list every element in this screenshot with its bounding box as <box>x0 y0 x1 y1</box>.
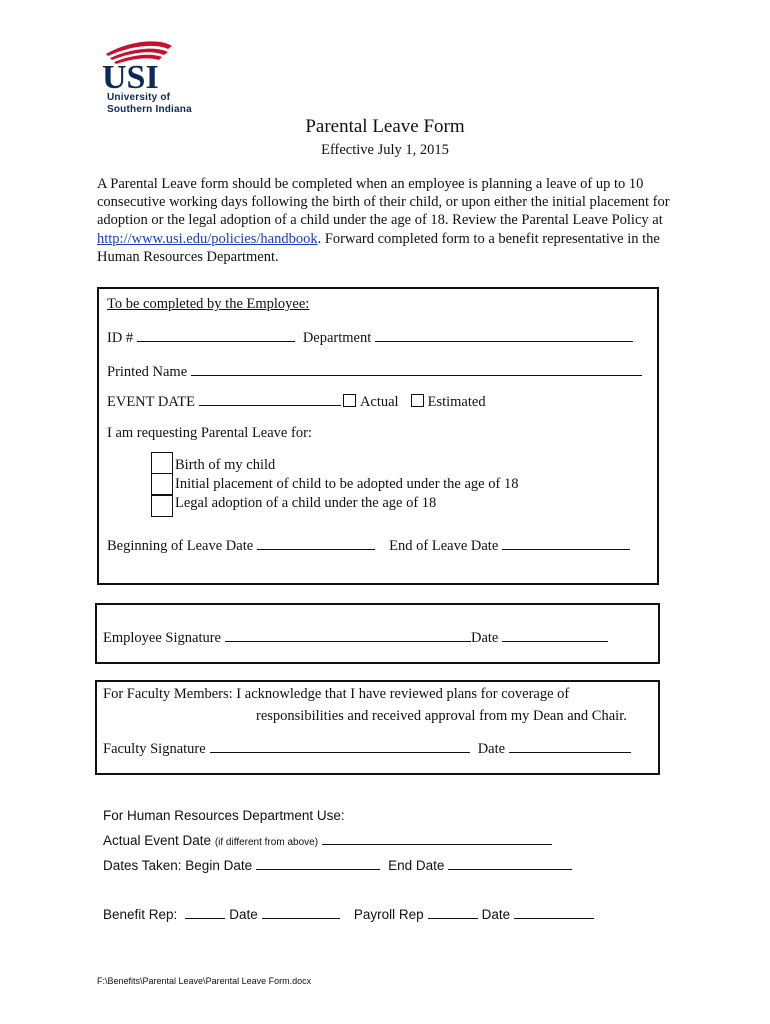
dates-taken-row: Dates Taken: Begin Date End Date <box>103 857 576 873</box>
printed-name-field[interactable] <box>191 363 642 376</box>
svg-text:USI: USI <box>102 59 159 96</box>
page-title: Parental Leave Form <box>305 116 465 137</box>
id-field[interactable] <box>137 329 295 342</box>
payroll-rep-date-field[interactable] <box>514 906 594 919</box>
policy-link[interactable]: http://www.usi.edu/policies/handbook <box>97 230 318 247</box>
end-date-field[interactable] <box>502 537 630 550</box>
faculty-signature-date-field[interactable] <box>509 740 631 753</box>
hr-begin-date-field[interactable] <box>256 857 380 870</box>
birth-checkbox[interactable] <box>151 452 173 474</box>
faculty-ack-line1: For Faculty Members: I acknowledge that I have reviewed plans for coverage of <box>103 686 570 702</box>
placement-checkbox[interactable] <box>151 473 173 495</box>
option-adoption: Legal adoption of a child under the age of 18 <box>175 495 437 511</box>
rep-row: Benefit Rep: Date Payroll Rep Date <box>103 906 598 922</box>
department-field[interactable] <box>375 329 633 342</box>
employee-signature-row: Employee Signature Date <box>103 629 612 647</box>
benefit-rep-field[interactable] <box>185 906 225 919</box>
beginning-date-field[interactable] <box>257 537 375 550</box>
leave-dates-row: Beginning of Leave Date End of Leave Date <box>107 537 634 555</box>
option-placement: Initial placement of child to be adopted under the age of 18 <box>175 476 519 492</box>
benefit-rep-date-field[interactable] <box>262 906 340 919</box>
actual-checkbox[interactable] <box>343 394 356 407</box>
faculty-signature-field[interactable] <box>210 740 470 753</box>
event-date-field[interactable] <box>199 393 341 406</box>
effective-date: Effective July 1, 2015 <box>321 142 449 158</box>
adoption-checkbox[interactable] <box>151 495 173 517</box>
id-row: ID # Department <box>107 329 637 347</box>
intro-paragraph: A Parental Leave form should be completed when an employee is planning a leave of up to 10 consecutive working days following the birth of their child, or upon either the initial placement for adoption or the legal adoption of a child under the age of 18. Review the Parental Leave Policy at http://www.usi.edu/policies/handbook. Forward completed form to a benefit representative in the Human Resources Department. <box>97 176 670 265</box>
estimated-checkbox[interactable] <box>411 394 424 407</box>
hr-end-date-field[interactable] <box>448 857 572 870</box>
faculty-signature-row: Faculty Signature Date <box>103 740 635 758</box>
employee-section-heading: To be completed by the Employee: <box>107 296 310 312</box>
employee-signature-date-field[interactable] <box>502 629 608 642</box>
actual-event-row: Actual Event Date (if different from above) <box>103 832 556 848</box>
actual-event-field[interactable] <box>322 832 552 845</box>
university-name: University of Southern Indiana <box>107 92 192 115</box>
requesting-label: I am requesting Parental Leave for: <box>107 425 312 441</box>
file-path-footer: F:\Benefits\Parental Leave\Parental Leave Form.docx <box>97 976 312 986</box>
faculty-ack-line2: responsibilities and received approval from my Dean and Chair. <box>256 708 627 724</box>
hr-heading: For Human Resources Department Use: <box>103 808 345 823</box>
employee-signature-field[interactable] <box>225 629 471 642</box>
payroll-rep-field[interactable] <box>428 906 478 919</box>
option-birth: Birth of my child <box>175 457 276 473</box>
event-date-row: EVENT DATE Actual Estimated <box>107 394 486 410</box>
printed-name-row: Printed Name <box>107 363 646 381</box>
